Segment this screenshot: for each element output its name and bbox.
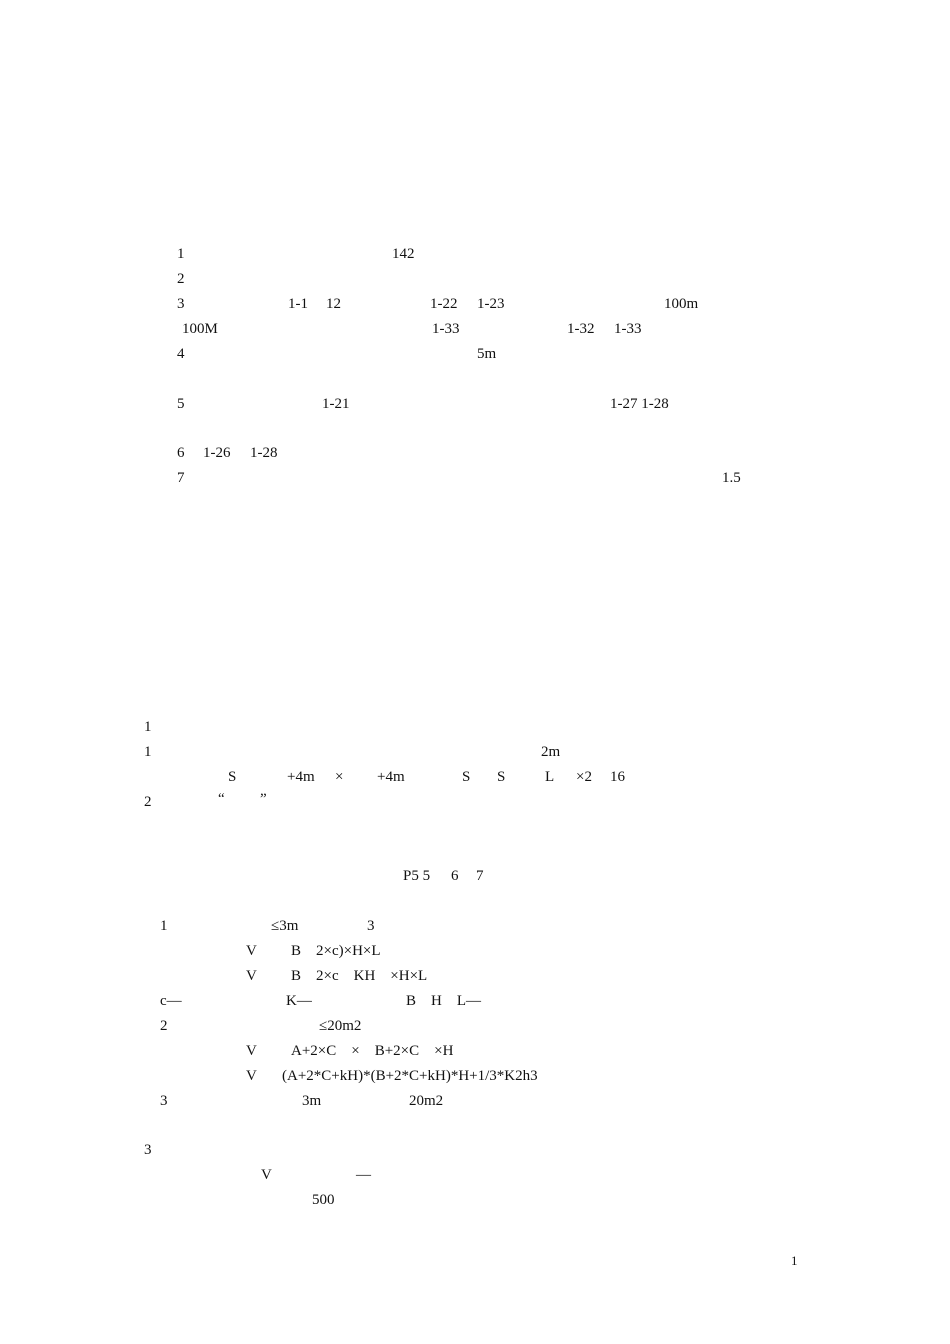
reference-label: 7 — [476, 868, 484, 884]
formula-legend: K— — [286, 993, 312, 1009]
formula-term: 16 — [610, 769, 625, 785]
close-quote: ” — [260, 791, 267, 807]
formula-variable: V — [246, 1068, 257, 1084]
item-number: 6 — [177, 445, 185, 461]
item-number: 4 — [177, 346, 185, 362]
formula-term: S — [462, 769, 471, 785]
item-number: 2 — [144, 794, 152, 810]
item-value: 5m — [477, 346, 497, 362]
item-number: 2 — [160, 1018, 168, 1034]
formula-term: × — [335, 769, 344, 785]
item-value: 100M — [182, 321, 218, 337]
item-ref: 12 — [326, 296, 341, 312]
item-number: 1 — [160, 918, 168, 934]
item-number: 1 — [144, 744, 152, 760]
formula-term: +4m — [377, 769, 405, 785]
reference-label: P5 5 — [403, 868, 431, 884]
item-ref: 1-33 — [432, 321, 460, 337]
item-ref: 1-33 — [614, 321, 642, 337]
formula-term: ≤20m2 — [319, 1018, 362, 1034]
item-ref: 1-28 — [250, 445, 278, 461]
item-value: 142 — [392, 246, 415, 262]
item-ref: 1-23 — [477, 296, 505, 312]
formula-term: ×2 — [576, 769, 592, 785]
formula-term: ≤3m — [271, 918, 299, 934]
formula-term: S — [497, 769, 506, 785]
formula-term: 3m — [302, 1093, 322, 1109]
item-number: 2 — [177, 271, 185, 287]
item-value: 1.5 — [722, 470, 741, 486]
item-number: 1 — [177, 246, 185, 262]
item-number: 3 — [177, 296, 185, 312]
formula-expression: B 2×c)×H×L — [291, 943, 381, 959]
section-heading: 3 — [144, 1142, 152, 1158]
formula-expression: B 2×c KH ×H×L — [291, 968, 428, 984]
item-ref: 1-22 — [430, 296, 458, 312]
formula-term: 3 — [367, 918, 375, 934]
item-ref: 1-21 — [322, 396, 350, 412]
item-value: 500 — [312, 1192, 335, 1208]
item-number: 5 — [177, 396, 185, 412]
item-ref: 1-1 — [288, 296, 308, 312]
item-ref: 1-32 — [567, 321, 595, 337]
dash: — — [356, 1167, 371, 1183]
formula-expression: (A+2*C+kH)*(B+2*C+kH)*H+1/3*K2h3 — [282, 1068, 538, 1084]
reference-label: 6 — [451, 868, 459, 884]
formula-variable: V — [246, 1043, 257, 1059]
formula-term: +4m — [287, 769, 315, 785]
formula-variable: V — [246, 943, 257, 959]
formula-expression: A+2×C × B+2×C ×H — [291, 1043, 454, 1059]
page-number: 1 — [791, 1253, 798, 1268]
formula-term: S — [228, 769, 237, 785]
section-heading: 1 — [144, 719, 152, 735]
item-ref: 1-27 1-28 — [610, 396, 669, 412]
item-number: 3 — [160, 1093, 168, 1109]
formula-term: L — [545, 769, 555, 785]
formula-legend: c— — [160, 993, 182, 1009]
item-value: 2m — [541, 744, 561, 760]
formula-legend: B H L— — [406, 993, 481, 1009]
formula-variable: V — [246, 968, 257, 984]
formula-variable: V — [261, 1167, 272, 1183]
open-quote: “ — [218, 791, 225, 807]
formula-term: 20m2 — [409, 1093, 444, 1109]
item-ref: 1-26 — [203, 445, 231, 461]
item-number: 7 — [177, 470, 185, 486]
item-value: 100m — [664, 296, 699, 312]
